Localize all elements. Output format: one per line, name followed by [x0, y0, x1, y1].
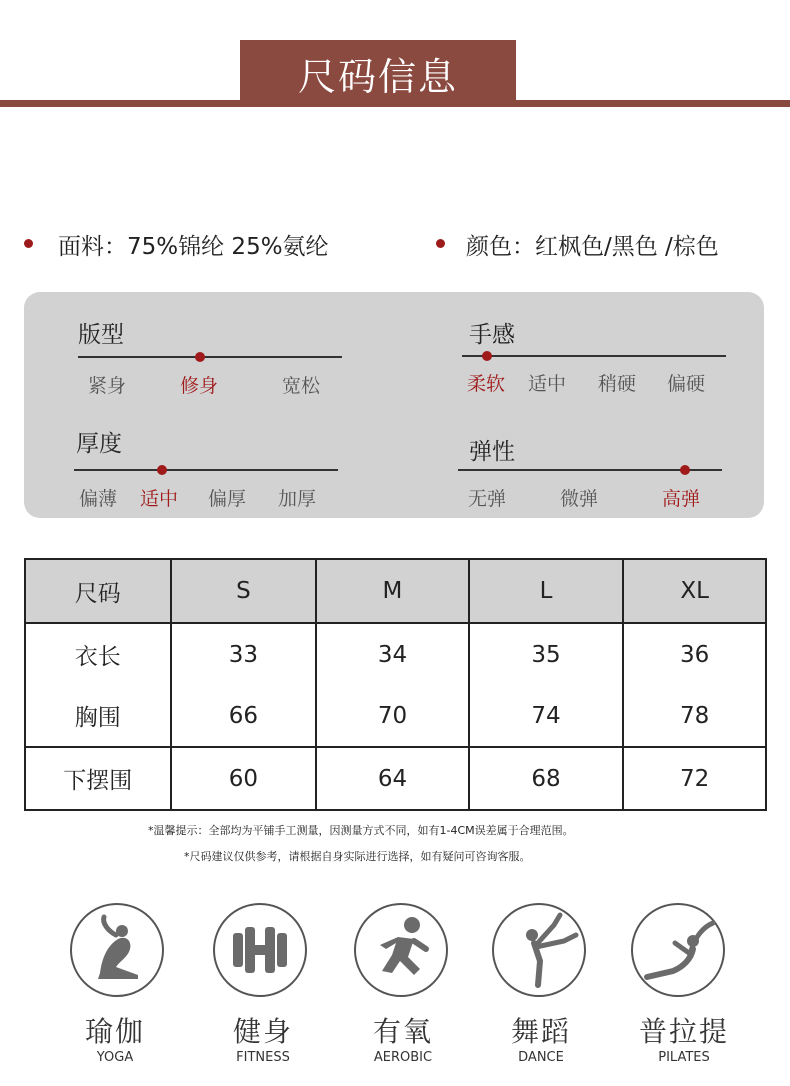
attr-thickness-option-selected: 适中 [140, 488, 179, 510]
activity-label-en: FITNESS [236, 1050, 290, 1065]
activity-label-cn: 健身 [232, 1015, 293, 1048]
attr-feel-option: 适中 [528, 373, 567, 395]
bullet-icon [24, 239, 33, 248]
table-cell: 78 [623, 685, 766, 747]
bullet-icon [436, 239, 445, 248]
measurement-note: *温馨提示：全部均为平铺手工测量，因测量方式不同，如有1-4CM误差属于合理范围。 [148, 824, 574, 837]
attr-thickness-option: 加厚 [278, 488, 317, 510]
activity-label-en: AEROBIC [373, 1050, 433, 1065]
attr-feel-option: 稍硬 [598, 373, 637, 395]
table-row-label: 下摆围 [25, 747, 171, 810]
fabric-info: 面料：75%锦纶 25%氨纶 [58, 234, 329, 260]
attr-fit-option-selected: 修身 [180, 375, 219, 397]
size-advice-note: *尺码建议仅供参考，请根据自身实际进行选择，如有疑问可咨询客服。 [184, 850, 531, 863]
attr-fit-scale [78, 356, 342, 358]
table-cell: 72 [623, 747, 766, 810]
attr-feel-option-selected: 柔软 [467, 373, 506, 395]
table-cell: 35 [469, 623, 624, 685]
attr-feel-option: 偏硬 [667, 373, 706, 395]
attr-feel-marker [482, 351, 492, 361]
attr-thickness-marker [157, 465, 167, 475]
attr-elasticity-option: 无弹 [468, 488, 507, 510]
attr-elasticity-option-selected: 高弹 [662, 488, 701, 510]
attr-feel-scale [462, 355, 726, 357]
yoga-pose-icon [70, 903, 164, 997]
table-cell: 60 [171, 747, 317, 810]
attr-elasticity-marker [680, 465, 690, 475]
table-cell: 68 [469, 747, 624, 810]
size-table [24, 558, 767, 811]
color-info: 颜色：红枫色/黑色 /棕色 [466, 234, 719, 260]
table-header-cell: L [469, 559, 624, 623]
attr-fit-title: 版型 [78, 322, 124, 348]
table-cell: 74 [469, 685, 624, 747]
page-title: 尺码信息 [297, 55, 458, 99]
activity-label-cn: 普拉提 [638, 1015, 729, 1048]
table-header-cell: 尺码 [25, 559, 171, 623]
attr-fit-marker [195, 352, 205, 362]
attr-thickness-title: 厚度 [76, 431, 122, 457]
table-row-label: 衣长 [74, 644, 121, 670]
attr-thickness-option: 偏厚 [208, 488, 247, 510]
table-row [25, 747, 766, 810]
running-figure-icon [354, 903, 448, 997]
table-header-cell: S [171, 559, 317, 623]
activity-label-en: DANCE [518, 1050, 564, 1065]
table-cell: 36 [623, 623, 766, 685]
attr-fit-option: 紧身 [88, 375, 127, 397]
activity-label-en: YOGA [96, 1050, 134, 1065]
attr-thickness-scale [74, 469, 338, 471]
table-cell: 33 [171, 623, 317, 685]
table-cell: 70 [316, 685, 469, 747]
table-header-cell: XL [623, 559, 766, 623]
activity-label-cn: 舞蹈 [510, 1015, 571, 1048]
activity-label-cn: 瑜伽 [84, 1015, 145, 1048]
attr-fit-option: 宽松 [282, 375, 321, 397]
dumbbell-icon [213, 903, 307, 997]
table-cell: 66 [171, 685, 317, 747]
activity-label-en: PILATES [658, 1050, 710, 1065]
attribute-panel [24, 292, 764, 518]
attr-elasticity-title: 弹性 [469, 439, 515, 465]
pilates-pose-icon [631, 903, 725, 997]
attr-thickness-option: 偏薄 [79, 488, 118, 510]
table-row [25, 623, 766, 685]
table-header-row [25, 559, 766, 623]
table-row [25, 685, 766, 747]
table-row-label: 胸围 [74, 705, 121, 731]
dancer-figure-icon [492, 903, 586, 997]
table-cell: 64 [316, 747, 469, 810]
attr-elasticity-option: 微弹 [560, 488, 599, 510]
activity-label-cn: 有氧 [372, 1015, 433, 1048]
table-header-cell: M [316, 559, 469, 623]
attr-feel-title: 手感 [469, 322, 515, 348]
header-banner [240, 40, 516, 107]
table-cell: 34 [316, 623, 469, 685]
